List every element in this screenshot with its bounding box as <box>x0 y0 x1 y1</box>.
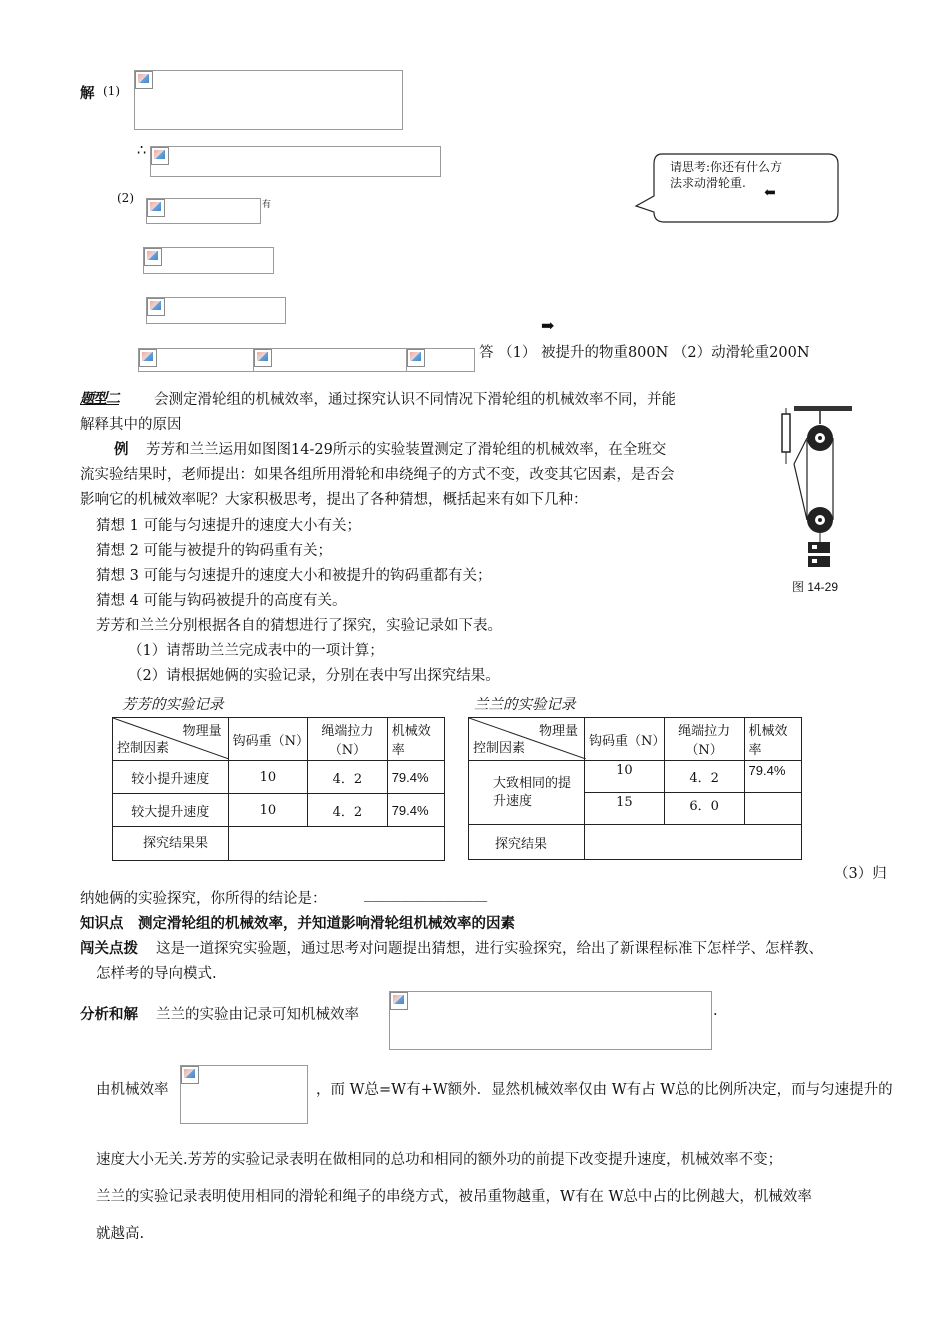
analysis-line-2b: ，而 W总=W有+W额外．显然机械效率仅由 W有占 W总的比例所决定，而与匀速提升的 <box>316 1082 893 1098</box>
table-row <box>113 794 445 827</box>
therefore-symbol: ∴ <box>137 143 147 159</box>
table-row <box>113 761 445 794</box>
weight-cell: 15 <box>584 793 664 825</box>
result-value-cell[interactable] <box>228 827 444 861</box>
analysis-line-3: 速度大小无关.芳芳的实验记录表明在做相同的总功和相同的额外功的前提下改变提升速度，机械效率不变； <box>96 1152 783 1168</box>
header-top-label: 物理量 <box>182 724 222 739</box>
question-1: （1）请帮助兰兰完成表中的一项计算； <box>128 643 384 659</box>
broken-image-icon <box>144 248 162 266</box>
analysis-label: 分析和解 <box>80 1006 138 1023</box>
knowledge-label: 知识点 <box>80 915 124 932</box>
callout-text-1: 请思考:你还有什么方 <box>670 160 783 174</box>
col-header-force: 绳端拉力（N） <box>308 718 388 761</box>
question-3-text: 纳她俩的实验探究，你所得的结论是： <box>80 891 327 907</box>
tips-line-2: 怎样考的导向模式. <box>96 966 217 982</box>
factor-cell: 较大提升速度 <box>113 794 229 827</box>
formula-image <box>389 991 712 1050</box>
question-2: （2）请根据她俩的实验记录，分别在表中写出探究结果。 <box>128 668 500 684</box>
pulley-diagram <box>774 404 854 572</box>
broken-image-icon <box>147 199 165 217</box>
guess-1: 猜想 1 可能与匀速提升的速度大小有关； <box>96 518 361 534</box>
fang-record-table <box>112 717 445 861</box>
efficiency-cell: 79.4% <box>387 761 444 794</box>
left-arrow-icon: ⬅ <box>764 185 776 201</box>
col-header-efficiency: 机械效率 <box>387 718 444 761</box>
broken-image-icon <box>390 992 408 1010</box>
topic-line-2: 解释其中的原因 <box>80 417 182 433</box>
guess-3: 猜想 3 可能与匀速提升的速度大小和被提升的钩码重都有关； <box>96 568 492 584</box>
example-line-4: 芳芳和兰兰分别根据各自的猜想进行了探究，实验记录如下表。 <box>96 618 502 634</box>
formula-image <box>146 297 286 324</box>
force-cell: 4．2 <box>308 761 388 794</box>
factor-cell: 较小提升速度 <box>113 761 229 794</box>
example-label: 例 <box>114 441 129 458</box>
formula-image <box>134 70 403 130</box>
efficiency-empty-cell[interactable] <box>744 793 801 825</box>
factor-cell: 大致相同的提升速度 <box>469 761 585 825</box>
topic-line-1: 会测定滑轮组的机械效率，通过探究认识不同情况下滑轮组的机械效率不同，并能 <box>154 392 676 408</box>
force-cell: 6．0 <box>664 793 744 825</box>
broken-image-icon <box>181 1066 199 1084</box>
header-top-label: 物理量 <box>538 724 578 739</box>
answer-blank[interactable]: _________________ <box>364 886 488 902</box>
col-header-force: 绳端拉力（N） <box>664 718 744 761</box>
lan-table-title: 兰兰的实验记录 <box>474 697 576 713</box>
solution-label: 解 <box>80 85 95 102</box>
result-label-cell: 探究结果果 <box>113 827 229 861</box>
formula-image <box>143 247 274 274</box>
table-row <box>113 827 445 861</box>
formula-image <box>150 146 441 177</box>
broken-image-icon <box>254 349 272 367</box>
table-row <box>469 825 802 860</box>
tips-line-1: 这是一道探究实验题，通过思考对问题提出猜想，进行实验探究，给出了新课程标准下怎样学、怎样教、 <box>156 941 823 957</box>
broken-image-icon <box>407 349 425 367</box>
right-arrow-icon: ➡ <box>541 316 555 335</box>
table-row <box>469 761 802 793</box>
fang-table-title: 芳芳的实验记录 <box>122 697 224 713</box>
result-value-cell[interactable] <box>584 825 801 860</box>
example-line-2: 流实验结果时，老师提出：如果各组所用滑轮和串绕绳子的方式不变，改变其它因素，是否会 <box>80 467 675 483</box>
answer-text: 答 （1） 被提升的物重800N （2）动滑轮重200N <box>479 345 810 361</box>
analysis-line-2a: 由机械效率 <box>96 1082 169 1098</box>
header-bottom-label: 控制因素 <box>473 741 526 756</box>
subscript-you: 有 <box>262 200 272 210</box>
broken-image-icon <box>135 71 153 89</box>
example-line-1: 芳芳和兰兰运用如图图14-29所示的实验装置测定了滑轮组的机械效率，在全班交 <box>146 442 667 458</box>
weight-cell: 10 <box>228 761 308 794</box>
header-bottom-label: 控制因素 <box>117 741 170 756</box>
efficiency-cell: 79.4% <box>744 761 801 793</box>
header-diagonal-cell <box>113 718 229 761</box>
col-header-efficiency: 机械效率 <box>744 718 801 761</box>
force-cell: 4．2 <box>664 761 744 793</box>
guess-4: 猜想 4 可能与钩码被提升的高度有关。 <box>96 593 347 609</box>
figure-caption: 图 14-29 <box>792 580 839 594</box>
analysis-line-1: 兰兰的实验由记录可知机械效率 <box>156 1007 359 1023</box>
period: . <box>713 1003 718 1019</box>
result-label-cell: 探究结果 <box>469 825 585 860</box>
knowledge-text: 测定滑轮组的机械效率，并知道影响滑轮组机械效率的因素 <box>138 915 515 932</box>
part2-label: (2) <box>117 191 134 205</box>
lan-record-table <box>468 717 802 860</box>
header-diagonal-cell <box>469 718 585 761</box>
col-header-weight: 钩码重（N） <box>228 718 308 761</box>
formula-image <box>180 1065 308 1124</box>
efficiency-cell: 79.4% <box>387 794 444 827</box>
weight-cell: 10 <box>228 794 308 827</box>
tips-label: 闯关点拨 <box>80 940 138 957</box>
guess-2: 猜想 2 可能与被提升的钩码重有关； <box>96 543 332 559</box>
formula-image <box>146 198 261 224</box>
force-cell: 4．2 <box>308 794 388 827</box>
formula-image <box>406 348 475 372</box>
analysis-line-5: 就越高. <box>96 1226 145 1242</box>
callout-text-2: 法求动滑轮重. <box>670 176 746 190</box>
col-header-weight: 钩码重（N） <box>584 718 664 761</box>
question-3-prefix: （3）归 <box>834 866 887 882</box>
broken-image-icon <box>139 349 157 367</box>
example-line-3: 影响它的机械效率呢？大家积极思考，提出了各种猜想，概括起来有如下几种： <box>80 492 588 508</box>
part1-label: (1) <box>103 84 120 98</box>
analysis-line-4: 兰兰的实验记录表明使用相同的滑轮和绳子的串绕方式，被吊重物越重，W有在 W总中占的比例越大，机械效率 <box>96 1189 812 1205</box>
formula-image <box>138 348 254 372</box>
broken-image-icon <box>147 298 165 316</box>
formula-image <box>253 348 407 372</box>
topic-badge: 题型二 <box>80 391 119 407</box>
broken-image-icon <box>151 147 169 165</box>
weight-cell: 10 <box>584 761 664 793</box>
